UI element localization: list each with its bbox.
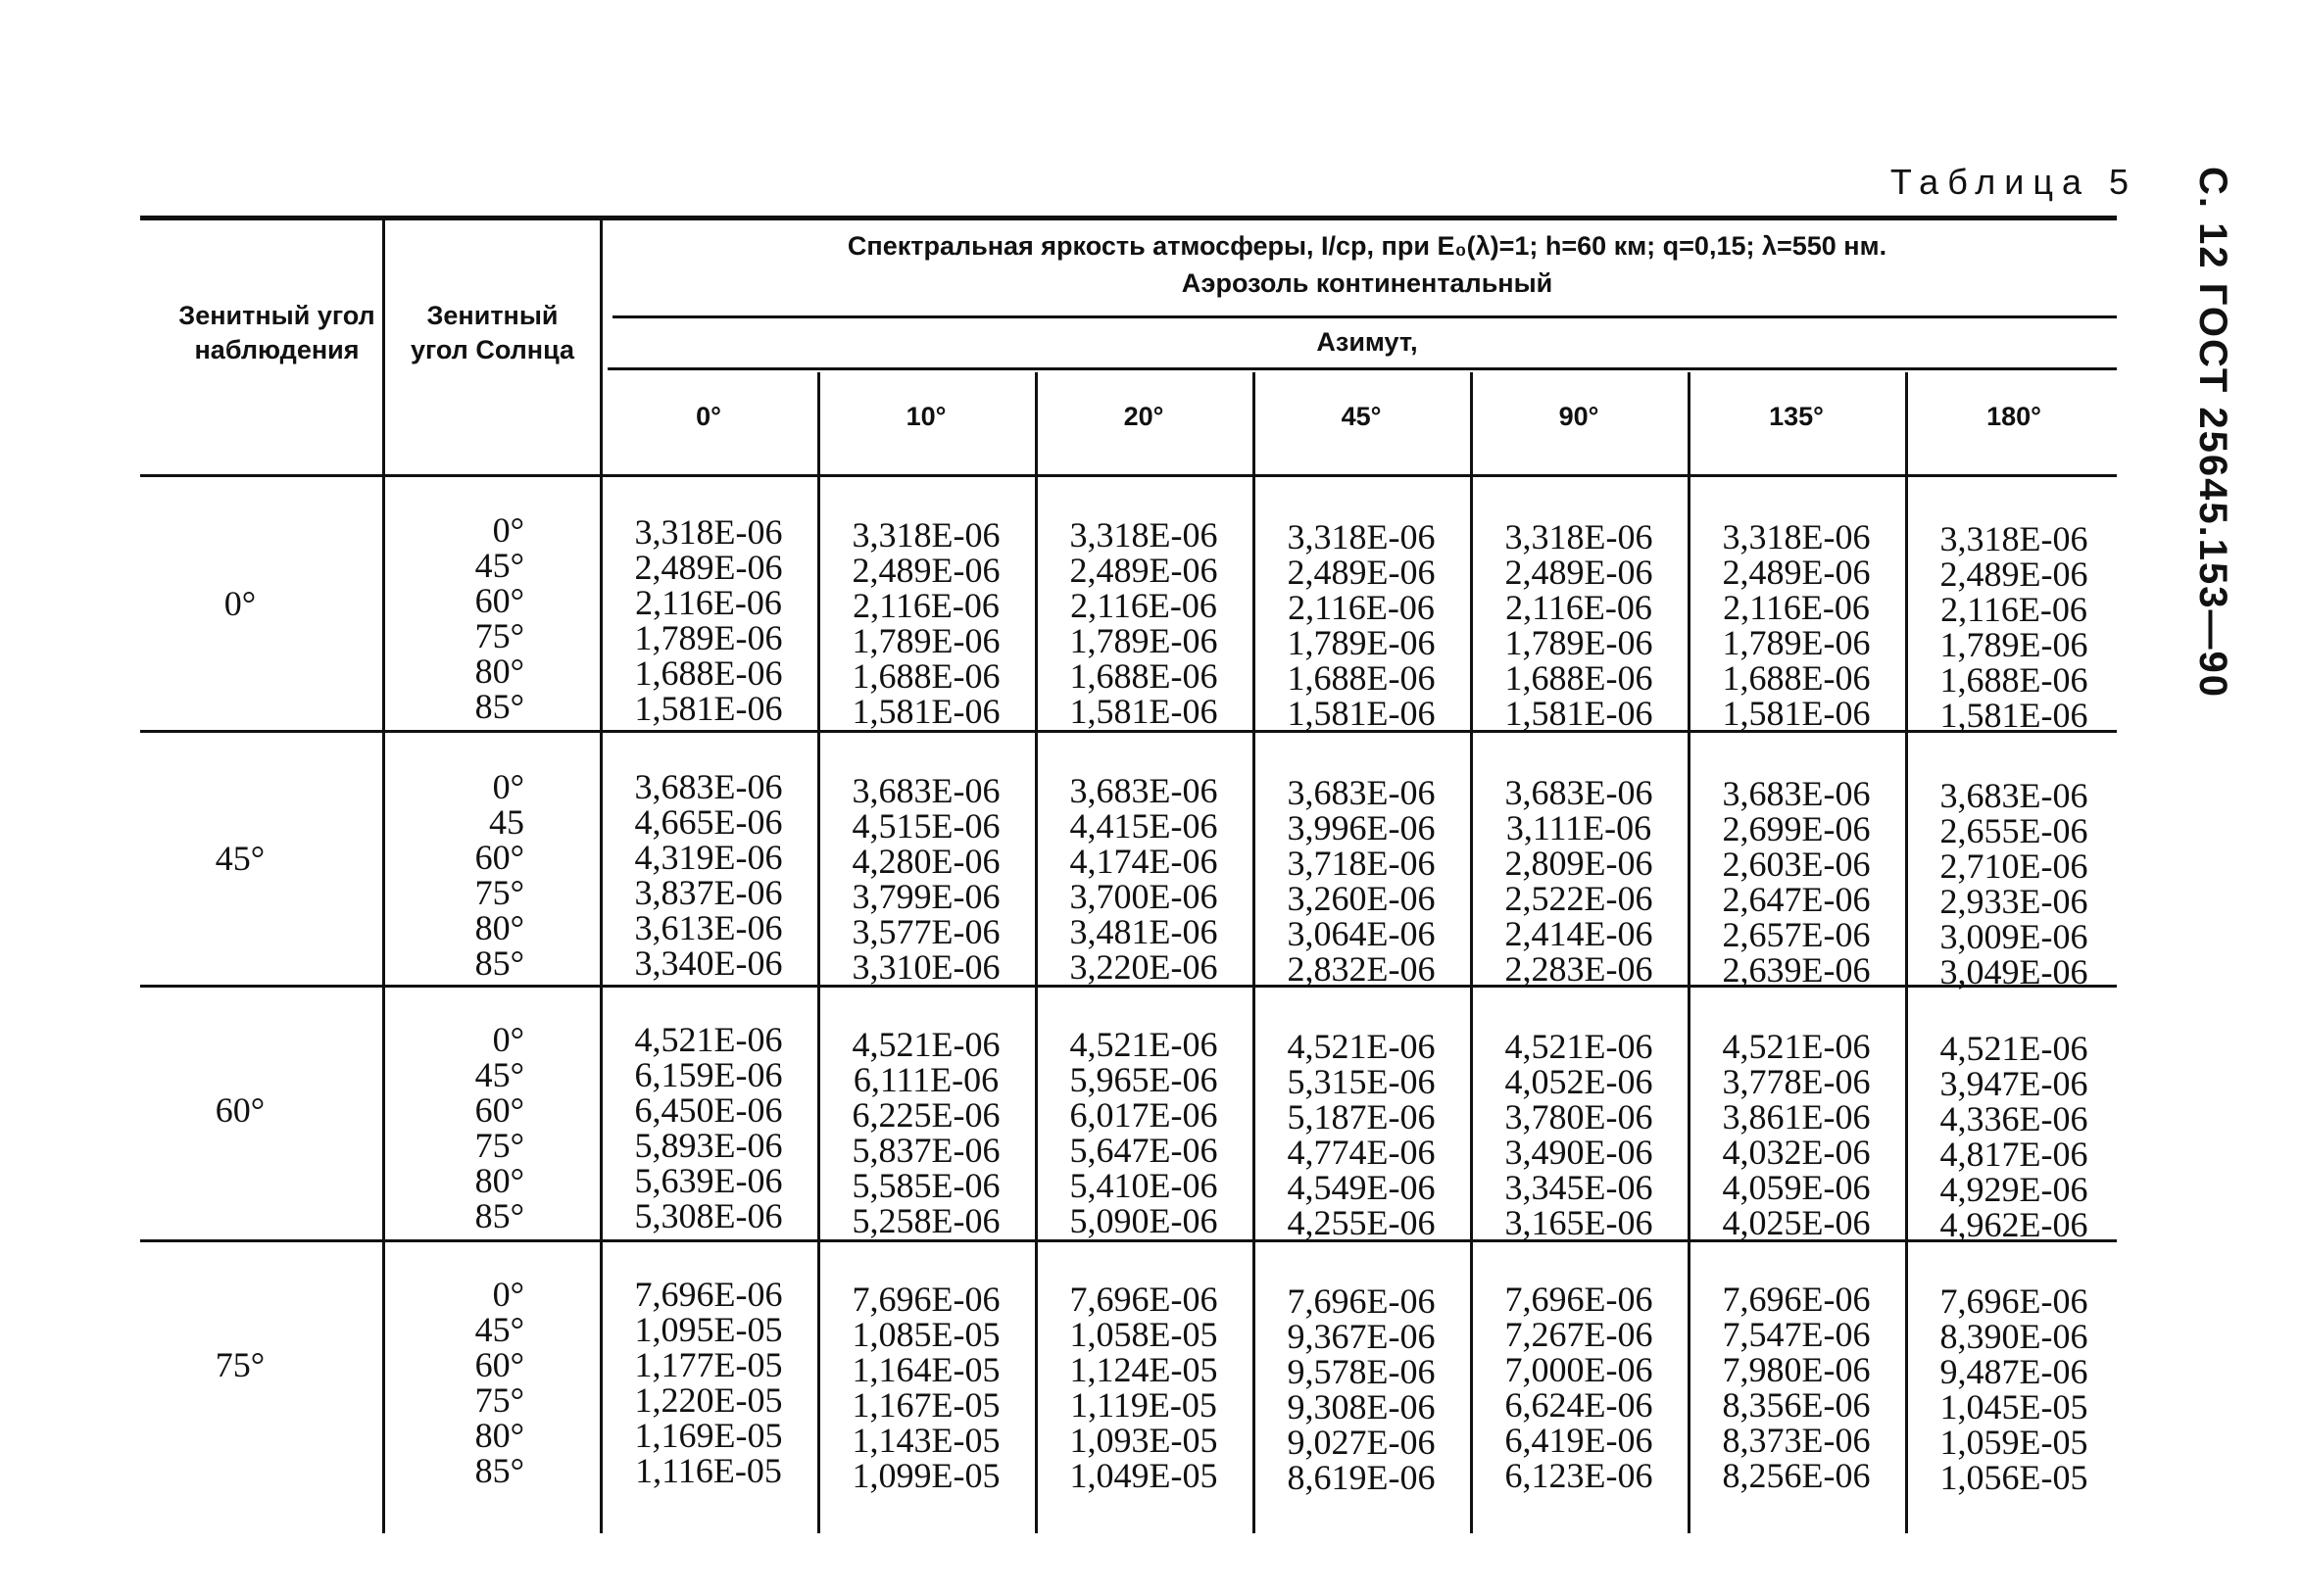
cell-value: 1,049E-05 bbox=[1069, 1456, 1218, 1495]
sun-angle-list bbox=[402, 1277, 524, 1488]
cell-value: 1,789E-06 bbox=[852, 621, 1001, 660]
cell-value: 7,696E-06 bbox=[1504, 1280, 1653, 1319]
cell-value: 1,789E-06 bbox=[1287, 623, 1436, 662]
cell-value: 1,581E-06 bbox=[1722, 694, 1871, 733]
group-separator bbox=[140, 730, 2117, 733]
cell-value: 4,025E-06 bbox=[1722, 1203, 1871, 1242]
cell-value: 2,489E-06 bbox=[852, 551, 1001, 590]
cell-value: 5,308E-06 bbox=[634, 1196, 783, 1235]
cell-value: 2,116E-06 bbox=[1940, 590, 2087, 629]
cell-value: 1,177E-05 bbox=[634, 1345, 783, 1384]
cell-value: 4,521E-06 bbox=[1287, 1027, 1436, 1066]
value-column bbox=[1688, 519, 1905, 731]
sun-angle: 0° bbox=[492, 510, 524, 550]
cell-value: 6,419E-06 bbox=[1504, 1421, 1653, 1460]
value-column bbox=[600, 769, 817, 981]
cell-value: 7,980E-06 bbox=[1722, 1350, 1871, 1389]
table-caption-line1: Спектральная яркость атмосферы, I/ср, при E₀(λ)=1; h=60 км; q=0,15; λ=550 нм. bbox=[847, 231, 1887, 261]
cell-value: 2,657E-06 bbox=[1722, 915, 1871, 954]
sun-angle: 85° bbox=[474, 1451, 524, 1490]
cell-value: 3,318E-06 bbox=[1504, 517, 1653, 556]
group-separator bbox=[140, 985, 2117, 988]
cell-value: 2,116E-06 bbox=[853, 586, 1000, 625]
cell-value: 3,220E-06 bbox=[1069, 947, 1218, 987]
cell-value: 1,124E-05 bbox=[1069, 1350, 1218, 1389]
table-title: Таблица 5 bbox=[1889, 162, 2137, 202]
cell-value: 3,683E-06 bbox=[1939, 776, 2088, 815]
cell-value: 7,696E-06 bbox=[1722, 1280, 1871, 1319]
sun-angle: 60° bbox=[474, 1090, 524, 1130]
cell-value: 1,116E-05 bbox=[635, 1451, 782, 1490]
cell-value: 7,696E-06 bbox=[1069, 1280, 1218, 1319]
sun-angle: 85° bbox=[474, 943, 524, 983]
cell-value: 6,225E-06 bbox=[852, 1095, 1001, 1135]
cell-value: 1,164E-05 bbox=[852, 1350, 1001, 1389]
cell-value: 8,256E-06 bbox=[1722, 1456, 1871, 1495]
cell-value: 6,450E-06 bbox=[634, 1090, 783, 1130]
cell-value: 8,390E-06 bbox=[1939, 1317, 2088, 1356]
cell-value: 9,367E-06 bbox=[1287, 1317, 1436, 1356]
cell-value: 3,799E-06 bbox=[852, 877, 1001, 916]
sun-angle: 60° bbox=[474, 838, 524, 877]
cell-value: 6,159E-06 bbox=[634, 1055, 783, 1094]
value-column bbox=[1905, 1283, 2123, 1495]
value-column bbox=[1905, 778, 2123, 990]
cell-value: 3,683E-06 bbox=[1722, 774, 1871, 813]
sun-angle: 45° bbox=[474, 546, 524, 585]
azimuth-180: 180° bbox=[1986, 402, 2041, 431]
value-column bbox=[1688, 1029, 1905, 1240]
value-column bbox=[1252, 1283, 1470, 1495]
cell-value: 3,345E-06 bbox=[1504, 1168, 1653, 1207]
value-column bbox=[1470, 775, 1688, 987]
cell-value: 5,837E-06 bbox=[852, 1131, 1001, 1170]
sun-angle: 80° bbox=[474, 1416, 524, 1455]
cell-value: 3,318E-06 bbox=[634, 512, 783, 552]
sun-angle-list bbox=[402, 769, 524, 981]
cell-value: 5,315E-06 bbox=[1287, 1062, 1436, 1101]
cell-value: 1,581E-06 bbox=[1287, 694, 1436, 733]
cell-value: 8,373E-06 bbox=[1722, 1421, 1871, 1460]
cell-value: 2,809E-06 bbox=[1504, 844, 1653, 883]
cell-value: 1,045E-05 bbox=[1939, 1387, 2088, 1427]
value-column bbox=[1905, 1031, 2123, 1242]
value-column bbox=[817, 1282, 1035, 1493]
azimuth-label: Азимут, bbox=[1316, 327, 1418, 357]
cell-value: 1,688E-06 bbox=[1939, 660, 2088, 700]
observation-angle: 60° bbox=[215, 1090, 266, 1130]
sun-angle: 75° bbox=[474, 1380, 524, 1420]
cell-value: 1,688E-06 bbox=[634, 653, 783, 693]
cell-value: 7,267E-06 bbox=[1504, 1315, 1653, 1354]
cell-value: 3,718E-06 bbox=[1287, 844, 1436, 883]
cell-value: 5,893E-06 bbox=[634, 1126, 783, 1165]
cell-value: 1,143E-05 bbox=[852, 1421, 1001, 1460]
page-code: С. 12 ГОСТ 25645.153—90 bbox=[2191, 167, 2234, 699]
cell-value: 4,415E-06 bbox=[1069, 806, 1218, 846]
sun-angle: 75° bbox=[474, 616, 524, 655]
cell-value: 3,683E-06 bbox=[1069, 771, 1218, 810]
cell-value: 4,665E-06 bbox=[634, 802, 783, 842]
sun-angle: 45° bbox=[474, 1055, 524, 1094]
cell-value: 3,310E-06 bbox=[852, 947, 1001, 987]
sun-angle: 75° bbox=[474, 1126, 524, 1165]
cell-value: 1,169E-05 bbox=[634, 1416, 783, 1455]
cell-value: 3,683E-06 bbox=[852, 771, 1001, 810]
cell-value: 1,099E-05 bbox=[852, 1456, 1001, 1495]
observation-angle: 75° bbox=[215, 1345, 266, 1384]
cell-value: 4,962E-06 bbox=[1939, 1205, 2088, 1244]
value-column bbox=[817, 517, 1035, 729]
cell-value: 3,318E-06 bbox=[1069, 515, 1218, 555]
cell-value: 5,639E-06 bbox=[634, 1161, 783, 1200]
cell-value: 4,774E-06 bbox=[1287, 1133, 1436, 1172]
cell-value: 1,058E-05 bbox=[1069, 1315, 1218, 1354]
cell-value: 9,578E-06 bbox=[1287, 1352, 1436, 1391]
cell-value: 1,167E-05 bbox=[852, 1385, 1001, 1425]
azimuth-0: 0° bbox=[696, 402, 721, 431]
cell-value: 1,789E-06 bbox=[634, 618, 783, 657]
cell-value: 5,090E-06 bbox=[1069, 1201, 1218, 1240]
cell-value: 4,929E-06 bbox=[1939, 1170, 2088, 1209]
cell-value: 2,414E-06 bbox=[1504, 914, 1653, 953]
value-column bbox=[1470, 1282, 1688, 1493]
value-column bbox=[1688, 1282, 1905, 1493]
cell-value: 4,059E-06 bbox=[1722, 1168, 1871, 1207]
cell-value: 2,489E-06 bbox=[1287, 553, 1436, 592]
cell-value: 1,789E-06 bbox=[1722, 623, 1871, 662]
cell-value: 4,515E-06 bbox=[852, 806, 1001, 846]
cell-value: 3,064E-06 bbox=[1287, 914, 1436, 953]
cell-value: 1,688E-06 bbox=[1504, 658, 1653, 698]
cell-value: 3,318E-06 bbox=[852, 515, 1001, 555]
cell-value: 1,789E-06 bbox=[1504, 623, 1653, 662]
cell-value: 1,093E-05 bbox=[1069, 1421, 1218, 1460]
value-column bbox=[1252, 775, 1470, 987]
cell-value: 2,489E-06 bbox=[1504, 553, 1653, 592]
value-column bbox=[1252, 519, 1470, 731]
cell-value: 2,489E-06 bbox=[634, 548, 783, 587]
cell-value: 3,996E-06 bbox=[1287, 808, 1436, 847]
cell-value: 1,581E-06 bbox=[852, 692, 1001, 731]
cell-value: 4,052E-06 bbox=[1504, 1062, 1653, 1101]
cell-value: 3,049E-06 bbox=[1939, 952, 2088, 991]
cell-value: 3,780E-06 bbox=[1504, 1097, 1653, 1137]
value-column bbox=[1688, 776, 1905, 988]
cell-value: 5,647E-06 bbox=[1069, 1131, 1218, 1170]
cell-value: 2,489E-06 bbox=[1939, 555, 2088, 594]
cell-value: 3,318E-06 bbox=[1287, 517, 1436, 556]
cell-value: 3,683E-06 bbox=[634, 767, 783, 806]
cell-value: 2,116E-06 bbox=[635, 583, 782, 622]
cell-value: 1,059E-05 bbox=[1939, 1423, 2088, 1462]
cell-value: 3,861E-06 bbox=[1722, 1097, 1871, 1137]
cell-value: 2,699E-06 bbox=[1722, 809, 1871, 848]
cell-value: 3,165E-06 bbox=[1504, 1203, 1653, 1242]
sun-angle: 80° bbox=[474, 1161, 524, 1200]
sun-angle: 85° bbox=[474, 1196, 524, 1235]
sun-angle: 60° bbox=[474, 1345, 524, 1384]
cell-value: 6,111E-06 bbox=[853, 1060, 1000, 1099]
cell-value: 1,095E-05 bbox=[634, 1310, 783, 1349]
observation-angle: 0° bbox=[223, 584, 257, 623]
sun-angle: 75° bbox=[474, 873, 524, 912]
sun-angle: 80° bbox=[474, 908, 524, 947]
value-column bbox=[817, 773, 1035, 985]
cell-value: 5,965E-06 bbox=[1069, 1060, 1218, 1099]
cell-value: 7,696E-06 bbox=[852, 1280, 1001, 1319]
cell-value: 4,521E-06 bbox=[1939, 1029, 2088, 1068]
cell-value: 2,489E-06 bbox=[1069, 551, 1218, 590]
sun-angle-list bbox=[402, 1022, 524, 1233]
cell-value: 4,319E-06 bbox=[634, 838, 783, 877]
cell-value: 3,700E-06 bbox=[1069, 877, 1218, 916]
cell-value: 4,174E-06 bbox=[1069, 842, 1218, 881]
cell-value: 4,521E-06 bbox=[1069, 1025, 1218, 1064]
cell-value: 2,832E-06 bbox=[1287, 949, 1436, 989]
cell-value: 1,688E-06 bbox=[852, 656, 1001, 696]
value-column bbox=[817, 1027, 1035, 1238]
cell-value: 1,789E-06 bbox=[1939, 625, 2088, 664]
azimuth-rule bbox=[608, 367, 2117, 370]
header-observation-angle: Зенитный угол наблюдения bbox=[178, 301, 375, 365]
cell-value: 2,283E-06 bbox=[1504, 949, 1653, 989]
cell-value: 3,318E-06 bbox=[1722, 517, 1871, 556]
azimuth-20: 20° bbox=[1123, 402, 1164, 431]
cell-value: 1,056E-05 bbox=[1939, 1458, 2088, 1497]
cell-value: 3,490E-06 bbox=[1504, 1133, 1653, 1172]
cell-value: 2,933E-06 bbox=[1939, 882, 2088, 921]
cell-value: 5,585E-06 bbox=[852, 1166, 1001, 1205]
cell-value: 2,710E-06 bbox=[1939, 846, 2088, 886]
azimuth-45: 45° bbox=[1341, 402, 1382, 431]
value-column bbox=[1905, 521, 2123, 733]
cell-value: 7,547E-06 bbox=[1722, 1315, 1871, 1354]
value-column bbox=[1252, 1029, 1470, 1240]
cell-value: 3,481E-06 bbox=[1069, 912, 1218, 951]
sun-angle: 80° bbox=[474, 652, 524, 691]
cell-value: 1,581E-06 bbox=[1504, 694, 1653, 733]
cell-value: 4,521E-06 bbox=[1722, 1027, 1871, 1066]
value-column bbox=[600, 514, 817, 726]
cell-value: 4,336E-06 bbox=[1939, 1099, 2088, 1138]
cell-value: 1,581E-06 bbox=[634, 689, 783, 728]
cell-value: 2,116E-06 bbox=[1505, 588, 1652, 627]
value-column bbox=[1035, 517, 1252, 729]
azimuth-90: 90° bbox=[1558, 402, 1599, 431]
cell-value: 7,696E-06 bbox=[1287, 1282, 1436, 1321]
cell-value: 3,340E-06 bbox=[634, 943, 783, 983]
cell-value: 2,116E-06 bbox=[1070, 586, 1217, 625]
header-sun-angle: Зенитный угол Солнца bbox=[410, 301, 575, 365]
cell-value: 1,688E-06 bbox=[1287, 658, 1436, 698]
cell-value: 2,639E-06 bbox=[1722, 950, 1871, 990]
cell-value: 3,009E-06 bbox=[1939, 917, 2088, 956]
cell-value: 1,581E-06 bbox=[1069, 692, 1218, 731]
top-rule bbox=[140, 216, 2117, 220]
cell-value: 2,603E-06 bbox=[1722, 845, 1871, 884]
cell-value: 5,187E-06 bbox=[1287, 1097, 1436, 1137]
value-column bbox=[600, 1022, 817, 1233]
cell-value: 4,032E-06 bbox=[1722, 1133, 1871, 1172]
cell-value: 3,111E-06 bbox=[1505, 808, 1652, 847]
sun-angle: 60° bbox=[474, 581, 524, 620]
cell-value: 3,318E-06 bbox=[1939, 519, 2088, 558]
cell-value: 6,017E-06 bbox=[1069, 1095, 1218, 1135]
cell-value: 8,356E-06 bbox=[1722, 1385, 1871, 1425]
sun-angle-list bbox=[402, 512, 524, 724]
cell-value: 9,308E-06 bbox=[1287, 1387, 1436, 1427]
cell-value: 4,549E-06 bbox=[1287, 1168, 1436, 1207]
cell-value: 3,683E-06 bbox=[1287, 773, 1436, 812]
column-divider bbox=[382, 216, 385, 1533]
cell-value: 3,683E-06 bbox=[1504, 773, 1653, 812]
cell-value: 2,522E-06 bbox=[1504, 879, 1653, 918]
cell-value: 9,027E-06 bbox=[1287, 1423, 1436, 1462]
header-bottom-rule bbox=[140, 474, 2117, 477]
cell-value: 6,123E-06 bbox=[1504, 1456, 1653, 1495]
azimuth-10: 10° bbox=[906, 402, 947, 431]
group-separator bbox=[140, 1239, 2117, 1242]
cell-value: 1,119E-05 bbox=[1070, 1385, 1217, 1425]
observation-angle: 45° bbox=[215, 839, 266, 878]
cell-value: 1,688E-06 bbox=[1722, 658, 1871, 698]
cell-value: 1,688E-06 bbox=[1069, 656, 1218, 696]
sun-angle: 0° bbox=[492, 1020, 524, 1059]
value-column bbox=[1035, 1027, 1252, 1238]
cell-value: 3,577E-06 bbox=[852, 912, 1001, 951]
caption-rule bbox=[612, 315, 2117, 318]
cell-value: 7,696E-06 bbox=[634, 1275, 783, 1314]
cell-value: 1,581E-06 bbox=[1939, 696, 2088, 735]
cell-value: 2,647E-06 bbox=[1722, 880, 1871, 919]
sun-angle: 0° bbox=[492, 1275, 524, 1314]
cell-value: 5,410E-06 bbox=[1069, 1166, 1218, 1205]
cell-value: 9,487E-06 bbox=[1939, 1352, 2088, 1391]
cell-value: 4,521E-06 bbox=[634, 1020, 783, 1059]
cell-value: 3,837E-06 bbox=[634, 873, 783, 912]
cell-value: 4,255E-06 bbox=[1287, 1203, 1436, 1242]
cell-value: 4,817E-06 bbox=[1939, 1135, 2088, 1174]
value-column bbox=[1470, 1029, 1688, 1240]
cell-value: 5,258E-06 bbox=[852, 1201, 1001, 1240]
cell-value: 2,116E-06 bbox=[1288, 588, 1435, 627]
cell-value: 3,613E-06 bbox=[634, 908, 783, 947]
value-column bbox=[1470, 519, 1688, 731]
cell-value: 4,521E-06 bbox=[1504, 1027, 1653, 1066]
sun-angle: 0° bbox=[492, 767, 524, 806]
cell-value: 1,220E-05 bbox=[634, 1380, 783, 1420]
cell-value: 4,280E-06 bbox=[852, 842, 1001, 881]
cell-value: 3,260E-06 bbox=[1287, 879, 1436, 918]
value-column bbox=[600, 1277, 817, 1488]
value-column bbox=[1035, 1282, 1252, 1493]
table-caption-line2: Аэрозоль континентальный bbox=[1181, 268, 1553, 298]
cell-value: 1,085E-05 bbox=[852, 1315, 1001, 1354]
value-column bbox=[1035, 773, 1252, 985]
azimuth-135: 135° bbox=[1769, 402, 1824, 431]
cell-value: 3,778E-06 bbox=[1722, 1062, 1871, 1101]
cell-value: 2,116E-06 bbox=[1723, 588, 1870, 627]
cell-value: 3,947E-06 bbox=[1939, 1064, 2088, 1103]
sun-angle: 45 bbox=[489, 802, 524, 842]
cell-value: 2,489E-06 bbox=[1722, 553, 1871, 592]
cell-value: 2,655E-06 bbox=[1939, 811, 2088, 850]
cell-value: 8,619E-06 bbox=[1287, 1458, 1436, 1497]
cell-value: 6,624E-06 bbox=[1504, 1385, 1653, 1425]
sun-angle: 85° bbox=[474, 687, 524, 726]
cell-value: 4,521E-06 bbox=[852, 1025, 1001, 1064]
cell-value: 1,789E-06 bbox=[1069, 621, 1218, 660]
cell-value: 7,000E-06 bbox=[1504, 1350, 1653, 1389]
cell-value: 7,696E-06 bbox=[1939, 1282, 2088, 1321]
sun-angle: 45° bbox=[474, 1310, 524, 1349]
